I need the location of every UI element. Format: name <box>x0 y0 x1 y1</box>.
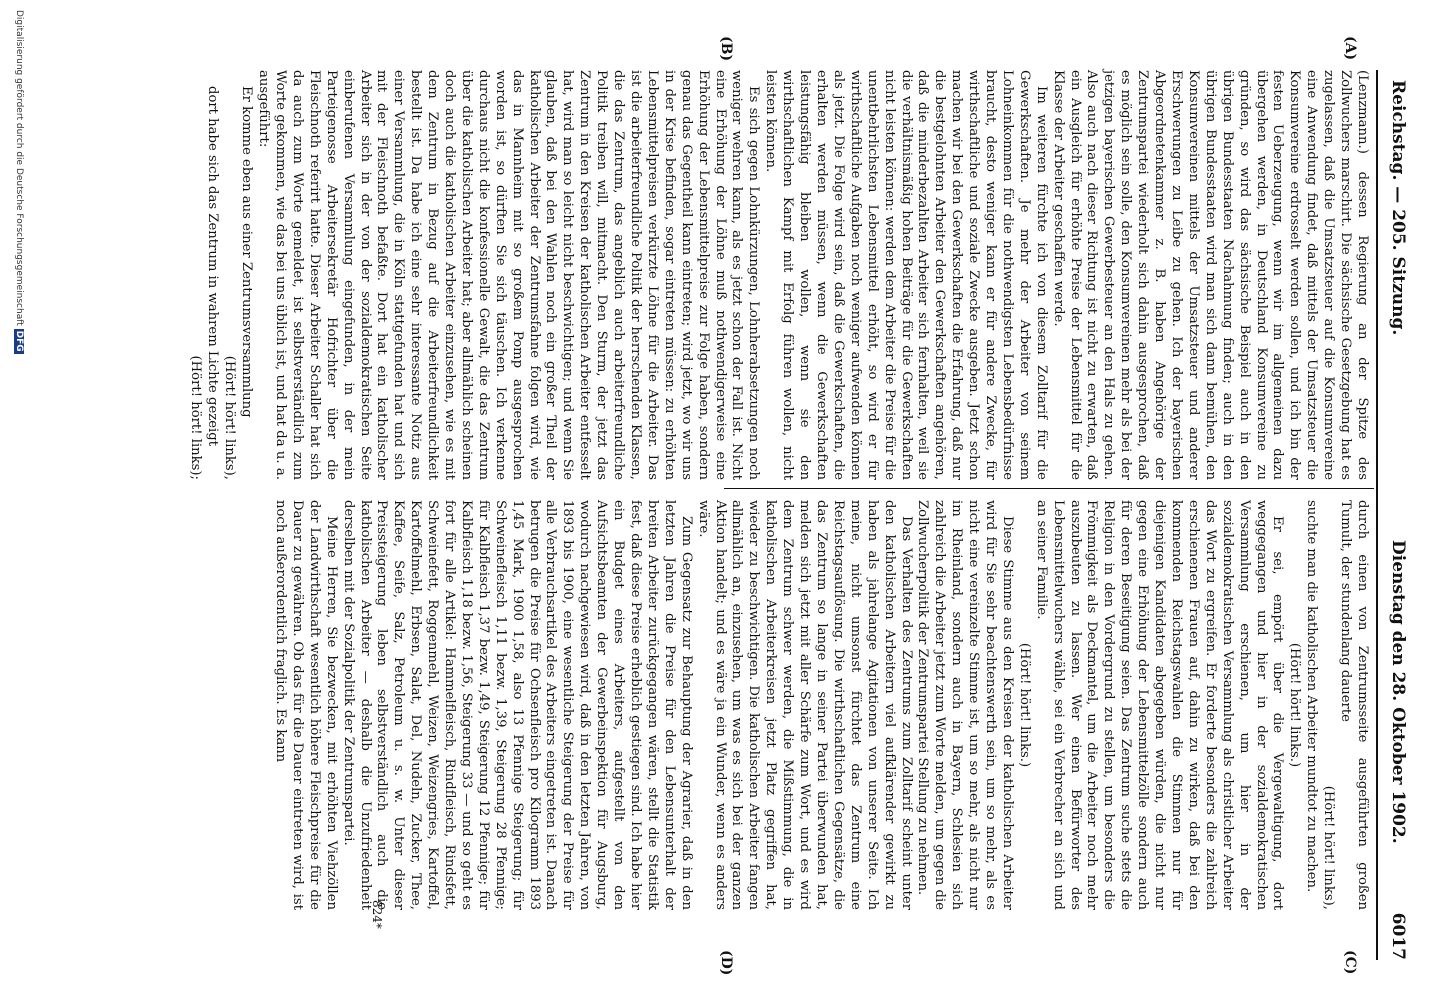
right-paragraph: Er sei, empört über die Vergewaltigung, dort weggegangen und hier in der sozialdemokratischen Versammlung erschienen, um hier in der sozialdemokratischen Versammlung als christlicher Arbeiter das Wort zu ergreifen. Er forderte besonders die zahlreich erschienenen Frauen auf, dahin zu wirken, daß bei den kommenden Reichstagswahlen die Stimmen nur für diejenigen Kandidaten abgegeben würden, die nicht nur gegen eine Erhöhung der Lebensmittelzölle sondern auch für deren Beseitigung seien. Das Zentrum suche stets die Religion in den Vordergrund zu stellen, um besonders die Frömmigkeit als Deckmantel, um die Arbeiter noch mehr auszubeuten zu lassen. Wer einen Befürworter des Lebensmittelwuchers wähle, sei ein Verbrecher an sich und an seiner Familie. <box>1033 500 1286 910</box>
right-paragraph: Das Verhalten des Zentrums zum Zolltarif scheint unter den katholischen Arbeitern viel aufklärender gewirkt zu haben als jahrelange Agitationen von unserer Seite. Ich meine, nicht umsonst fürchtet das Zentrum eine Reichstagsauflösung. Die wirthschaftlichen Gegensätze, die das Zentrum so lange in seiner Partei überwunden hat, melden sich jetzt mit aller Schärfe zum Wort, und es wird dem Zentrum schwer werden, die Mißstimmung, die in katholischen Arbeiterkreisen jetzt Platz gegriffen hat, wieder zu beschwichtigen. Die katholischen Arbeiter fangen allmählich an, einzusehen, um was es sich bei der ganzen Aktion handelt; und es wäre ja ein Wunder, wenn es anders wäre. <box>695 500 914 910</box>
footer-mark: 824* <box>370 900 384 929</box>
interjection: (Hört! hört! links.) <box>1287 642 1303 768</box>
interjection: (Hört! hört! links), <box>1321 785 1337 910</box>
right-paragraph: suchte man die katholischen Arbeiter mundtot zu machen. <box>1304 500 1320 893</box>
interjection: (Hört! hört! links), <box>222 355 238 480</box>
left-column <box>188 70 1370 480</box>
left-paragraph: Er komme eben aus einer Zentrumsversammlung <box>239 86 255 418</box>
page-header <box>1378 70 1412 960</box>
left-paragraph: Es sich gegen Lohnkürzungen, Lohnherabsetzungen noch weniger wehren kann, als es jetzt schon der Fall ist. Nicht eine Erhöhung der Löhne muß nothwendigerweise eine Erhöhung der Lebensmittelpreise zur Folge haben, sondern genau das Gegentheil kann eintreten; wird jetzt, wo wir uns in der Krise befinden, sogar eintreten müssen: zu erhöhten Lebensmittelpreisen verkürzte Löhne für die Arbeiter. Das ist die arbeiterfreundliche Politik der herrschenden Klassen, die das Zentrum, das angeblich auch arbeiterfreundliche Politik treiben will, mitmacht. Den Sturm, der jetzt das Zentrum in den Kreisen der katholischen Arbeiter entfesselt hat, wird man so leicht nicht beschwichtigen; und wenn Sie glauben, daß bei den Wahlen noch ein großer Theil der katholischen Arbeiter der Zentrumsfahne folgen wird, wie das in Mannheim mit so großem Pomp ausgesprochen worden ist, so dürften Sie sich täuschen. Ich verkenne durchaus nicht die konfessionelle Gewalt, die das Zentrum über die katholischen Arbeiter hat; aber allmählich scheinen doch auch die katholischen Arbeiter einzusehen, wie es mit dem Zentrum in Bezug auf die Arbeiterfreundlichkeit bestellt ist. Da habe ich eine sehr interessante Notiz aus einer Versammlung, die in Köln stattgefunden hat und sich mit der Fleischnoth befaßte. Dort hat ein katholischer Arbeiter sich in der von der sozialdemokratischen Seite einberufenen Versammlung eingefunden, in der mein Parteigenosse Arbeitersekretär Hofrichter über die Fleischnoth referirt hatte. Dieser Arbeiter Schaller hat sich da auch zum Worte gemeldet, ist selbstverständlich zum Worte gekommen, wie das bei uns üblich ist, und hat da u. a. ausgeführt: <box>256 70 762 480</box>
interjection: (Hört! hört! links); <box>188 355 204 480</box>
credit-text: Digitalisierung gefördert durch die Deutsche Forschungsgemeinschaft <box>14 10 24 326</box>
dfg-logo: DFG <box>14 330 24 352</box>
header-rule <box>1376 70 1378 960</box>
right-paragraph: durch einen von Zentrumsseite ausgeführten großen Tumult, der stundenlang dauerte <box>1338 500 1370 910</box>
right-paragraph: Diese Stimme aus den Kreisen der katholischen Arbeiter wird für Sie sehr beachtenswerth sein, um so mehr, als es nicht eine vereinzelte Stimme ist, um so mehr, als nicht nur im Rheinland, sondern auch in Bayern, Schlesien sich zahlreich die Arbeiter jetzt zum Worte melden, um gegen die Zollwucherpolitik der Zentrumspartei Stellung zu nehmen. <box>915 500 1015 910</box>
header-date: Dienstag den 28. Oktober 1902. <box>1388 540 1408 844</box>
header-left: Reichstag. — 205. Sitzung. <box>1388 80 1408 336</box>
right-column <box>273 500 1370 910</box>
column-divider <box>724 488 1374 489</box>
margin-mark-d: (D) <box>718 950 734 976</box>
right-paragraph: Meine Herren, Sie bezwecken, mit erhöhten Viehzöllen der Landwirthschaft wesentlich höhere Fleischpreise für die Dauer zu gewähren. Ob das für die Dauer eintreten wird, ist noch außerordentlich fraglich. Es kann <box>273 500 339 910</box>
digitization-credit <box>14 10 24 354</box>
left-paragraph: Im weiteren fürchte ich von diesem Zolltarif für die Gewerkschaften. Je mehr der Arbeiter von seinem Lohneinkommen für die nothwendigsten Lebensbedürfnisse braucht, desto weniger kann er für andere Zwecke, für wirthschaftliche und soziale Zwecke ausgeben. Jetzt schon machen wir bei den Gewerkschaften die Erfahrung, daß nur die bestgelohnten Arbeiter den Gewerkschaften angehören, daß die minderbezahlten Arbeiter sich fernhalten, weil sie die verhältnismäßig hohen Beiträge für die Gewerkschaften nicht leisten können: werden dem Arbeiter die Preise für die unentbehrlichsten Lebensmittel erhöht, so wird er für wirthschaftliche Aufgaben noch weniger aufwenden können als jetzt. Die Folge wird sein, daß die Gewerkschaften, die erhalten werden müssen, wenn die Gewerkschaften leistungsfähig bleiben wollen, wenn sie den wirthschaftlichen Kampf mit Erfolg führen wollen, nicht leisten können. <box>763 70 1049 480</box>
page-number: 6017 <box>1388 912 1408 960</box>
interjection: (Hört! hört! links.) <box>1016 642 1032 768</box>
left-paragraph: dort habe sich das Zentrum in wahrem Lichte gezeigt <box>205 86 221 447</box>
right-paragraph: Zum Gegensatz zur Behauptung der Agrarier, daß in den letzten Jahren die Preise für den Lebensunterhalt der breiten Arbeiter zurückgegangen wären, stellt die Statistik fest, daß diese Preise erheblich gestiegen sind. Ich habe hier ein Budget eines Arbeiters, aufgestellt von den Aufsichtsbeamten der Gewerbeinspektion für Augsburg, wodurch nachgewiesen wird, daß in den letzten Jahren, von 1893 bis 1900, eine wesentliche Steigerung der Preise für alle Verbrauchsartikel des Arbeiters eingetreten ist. Danach betrugen die Preise für Ochsenfleisch pro Kilogramm 1893 1,45 Mark, 1900 1,58, also 13 Pfennige Steigerung; für Schweinefleisch 1,11 bezw. 1,39, Steigerung 28 Pfennige; für Kalbfleisch 1,37 bezw. 1,49, Steigerung 12 Pfennige; für Kalbfleisch 1,18 bezw. 1,56, Steigerung 33 — und so geht es fort für alle Artikel: Hammelfleisch, Rindfleisch, Rindsfett, Schweinefett, Roggenmehl, Weizen, Weizengries, Kartoffel, Kartoffelmehl, Erbsen, Salat, Del, Nudeln, Zucker, Thee, Kaffee, Seife, Salz, Petroleum u. s. w. Unter dieser Preissteigerung leben selbstverständlich auch die katholischen Arbeiter — deshalb die Unzufriedenheit derselben mit der Sozialpolitik der Zentrumspartei. <box>340 500 694 910</box>
margin-mark-a: (A) <box>1342 36 1358 61</box>
left-paragraph: (Lenzmann.) dessen Regierung an der Spitze des Zollwuchers marschirt. Die sächsische Gesetzgebung hat es zugelassen, daß die Umsatzsteuer auf die Konsumvereine eine Anwendung findet, daß mittels der Umsatzsteuer die Konsumvereine erdrosselt werden sollen, und ich bin der festen Ueberzeugung, wenn wir im allgemeinen dazu übergehen werden, in Deutschland Konsumvereine zu gründen, so wird das sächsische Beispiel auch in den übrigen Bundesstaaten Nachahmung finden; auch in den übrigen Bundesstaaten wird man sich dann bemühen, den Konsumvereinen mittels der Umsatzsteuer und anderer Erschwerungen zu Leibe zu gehen. Ich der bayerischen Abgeordnetenkammer z. B. haben Angehörige der Zentrumspartei wiederholt sich dahin ausgesprochen, daß es möglich sein solle, den Konsumvereinen mehr als bei der jetzigen bayerischen Gewerbesteuer an den Hals zu gehen. Also auch nach dieser Richtung ist nicht zu erwarten, daß ein Ausgleich für erhöhte Preise der Lebensmittel für die Klasse der Arbeiter geschaffen werde. <box>1050 70 1370 480</box>
margin-mark-c: (C) <box>1342 950 1358 975</box>
margin-mark-b: (B) <box>718 36 734 62</box>
